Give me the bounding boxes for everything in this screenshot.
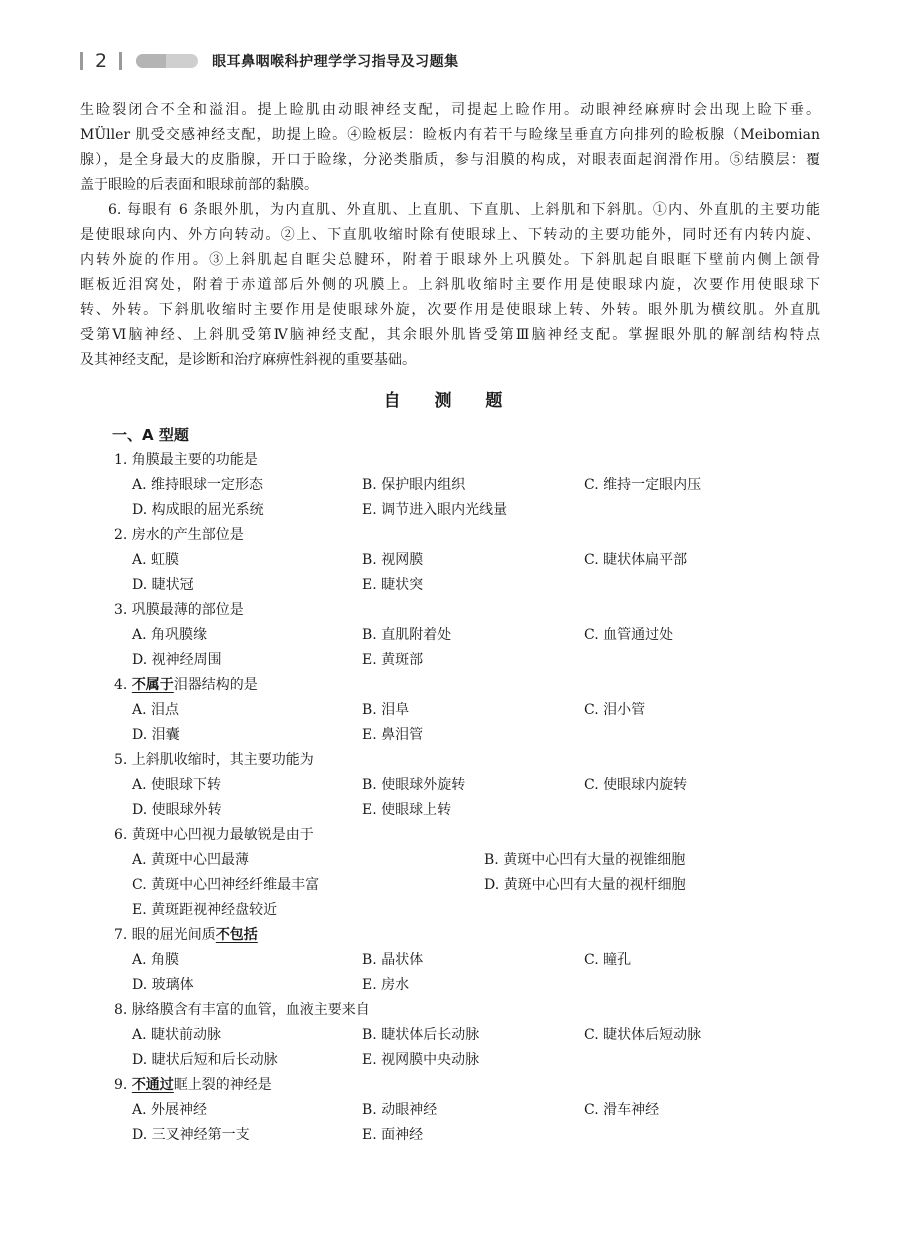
answer-option: B. 泪阜	[362, 702, 410, 718]
book-title: 眼耳鼻咽喉科护理学学习指导及习题集	[212, 54, 459, 70]
question-stem	[114, 748, 820, 773]
question-stem	[114, 448, 820, 473]
answer-option: E. 面神经	[362, 1127, 424, 1143]
answer-option: B. 视网膜	[362, 552, 424, 568]
stem-emphasis: 不属于	[131, 677, 174, 693]
question-6	[114, 823, 820, 923]
answer-option: D. 视神经周围	[132, 652, 222, 668]
answer-option: D. 黄斑中心凹有大量的视杆细胞	[484, 877, 686, 893]
question-9	[114, 1073, 820, 1148]
question-8	[114, 998, 820, 1073]
question-stem	[114, 673, 820, 698]
intro-paragraph-2	[80, 198, 820, 373]
option-list	[132, 623, 820, 673]
question-stem	[114, 823, 820, 848]
answer-option: E. 黄斑距视神经盘较近	[132, 902, 278, 918]
answer-option: C. 血管通过处	[584, 627, 674, 643]
stem-text: 6. 黄斑中心凹视力最敏锐是由于	[114, 827, 314, 843]
answer-option: E. 黄斑部	[362, 652, 424, 668]
question-3	[114, 598, 820, 673]
answer-option: D. 玻璃体	[132, 977, 194, 993]
header-decor-block	[136, 54, 198, 68]
stem-text: 3. 巩膜最薄的部位是	[114, 602, 244, 618]
part-title: 一、A 型题	[112, 426, 189, 444]
stem-text: 7. 眼的屈光间质	[114, 927, 216, 943]
question-list	[80, 448, 820, 1148]
answer-option: A. 睫状前动脉	[132, 1027, 222, 1043]
running-header	[80, 44, 820, 78]
option-list	[132, 698, 820, 748]
intro-line: 及其神经支配，是诊断和治疗麻痹性斜视的重要基础。	[80, 352, 416, 368]
question-stem	[114, 598, 820, 623]
answer-option: A. 角巩膜缘	[132, 627, 208, 643]
page-body	[80, 98, 820, 1148]
intro-line: 6. 每眼有 6 条眼外肌，为内直肌、外直肌、上直肌、下直肌、上斜肌和下斜肌。①内、外直肌的主要功能	[108, 202, 820, 218]
intro-line: 盖于眼睑的后表面和眼球前部的黏膜。	[80, 177, 318, 193]
answer-option: D. 泪囊	[132, 727, 180, 743]
stem-emphasis: 不通过	[131, 1077, 174, 1093]
answer-option: D. 三叉神经第一支	[132, 1127, 250, 1143]
question-2	[114, 523, 820, 598]
answer-option: B. 保护眼内组织	[362, 477, 466, 493]
answer-option: E. 鼻泪管	[362, 727, 424, 743]
option-list	[132, 473, 820, 523]
option-list	[132, 1098, 820, 1148]
answer-option: C. 睫状体扁平部	[584, 552, 688, 568]
intro-paragraph-1	[80, 98, 820, 198]
page-number: 2	[95, 50, 108, 72]
header-bar-left	[80, 52, 83, 70]
answer-option: E. 房水	[362, 977, 410, 993]
answer-option: A. 黄斑中心凹最薄	[132, 852, 250, 868]
answer-option: B. 晶状体	[362, 952, 424, 968]
answer-option: D. 睫状后短和后长动脉	[132, 1052, 278, 1068]
stem-emphasis: 不包括	[215, 927, 258, 943]
answer-option: C. 黄斑中心凹神经纤维最丰富	[132, 877, 320, 893]
option-list	[132, 848, 820, 923]
option-list	[132, 773, 820, 823]
answer-option: A. 维持眼球一定形态	[132, 477, 264, 493]
answer-option: E. 视网膜中央动脉	[362, 1052, 480, 1068]
stem-text: 5. 上斜肌收缩时，其主要功能为	[114, 752, 314, 768]
answer-option: A. 使眼球下转	[132, 777, 222, 793]
question-5	[114, 748, 820, 823]
answer-option: C. 滑车神经	[584, 1102, 660, 1118]
answer-option: A. 泪点	[132, 702, 180, 718]
answer-option: D. 构成眼的屈光系统	[132, 502, 264, 518]
answer-option: B. 使眼球外旋转	[362, 777, 466, 793]
answer-option: C. 瞳孔	[584, 952, 632, 968]
answer-option: B. 动眼神经	[362, 1102, 438, 1118]
intro-line: MÜller 肌受交感神经支配，助提上睑。④睑板层：睑板内有若干与睑缘呈垂直方向排列的睑板腺（Meibomian	[80, 127, 820, 143]
stem-text: 眶上裂的神经是	[173, 1077, 272, 1093]
answer-option: B. 黄斑中心凹有大量的视锥细胞	[484, 852, 686, 868]
answer-option: C. 泪小管	[584, 702, 646, 718]
answer-option: C. 睫状体后短动脉	[584, 1027, 702, 1043]
intro-line: 眶板近泪窝处，附着于赤道部后外侧的巩膜上。上斜肌收缩时主要作用是使眼球内旋，次要作用使眼球下	[80, 277, 820, 293]
answer-option: E. 调节进入眼内光线量	[362, 502, 508, 518]
question-stem	[114, 923, 820, 948]
intro-line: 转、外转。下斜肌收缩时主要作用是使眼球外旋，次要作用是使眼球上转、外转。眼外肌为横纹肌。外直肌	[80, 302, 820, 318]
stem-text: 8. 脉络膜含有丰富的血管，血液主要来自	[114, 1002, 370, 1018]
answer-option: E. 睫状突	[362, 577, 424, 593]
answer-option: E. 使眼球上转	[362, 802, 452, 818]
stem-text: 1. 角膜最主要的功能是	[114, 452, 258, 468]
answer-option: C. 使眼球内旋转	[584, 777, 688, 793]
question-4	[114, 673, 820, 748]
stem-text: 9.	[114, 1077, 132, 1093]
answer-option: A. 角膜	[132, 952, 180, 968]
question-1	[114, 448, 820, 523]
option-list	[132, 1023, 820, 1073]
stem-text: 4.	[114, 677, 132, 693]
intro-line: 生睑裂闭合不全和溢泪。提上睑肌由动眼神经支配，司提起上睑作用。动眼神经麻痹时会出现上睑下垂。	[80, 102, 820, 118]
option-list	[132, 548, 820, 598]
option-list	[132, 948, 820, 998]
answer-option: D. 使眼球外转	[132, 802, 222, 818]
question-7	[114, 923, 820, 998]
intro-line: 腺），是全身最大的皮脂腺，开口于睑缘，分泌类脂质，参与泪膜的构成，对眼表面起润滑作用。⑤结膜层：覆	[80, 152, 820, 168]
question-stem	[114, 998, 820, 1023]
intro-line: 是使眼球向内、外方向转动。②上、下直肌收缩时除有使眼球上、下转动的主要功能外，同时还有内转内旋、	[80, 227, 820, 243]
answer-option: B. 直肌附着处	[362, 627, 452, 643]
header-bar-right	[119, 52, 122, 70]
answer-option: D. 睫状冠	[132, 577, 194, 593]
stem-text: 2. 房水的产生部位是	[114, 527, 244, 543]
question-stem	[114, 1073, 820, 1098]
intro-line: 受第Ⅵ脑神经、上斜肌受第Ⅳ脑神经支配，其余眼外肌皆受第Ⅲ脑神经支配。掌握眼外肌的解剖结构特点	[80, 327, 820, 343]
intro-line: 内转外旋的作用。③上斜肌起自眶尖总腱环，附着于眼球外上巩膜处。下斜肌起自眼眶下壁前内侧上颌骨	[80, 252, 820, 268]
stem-text: 泪器结构的是	[173, 677, 258, 693]
answer-option: C. 维持一定眼内压	[584, 477, 702, 493]
answer-option: A. 外展神经	[132, 1102, 208, 1118]
answer-option: A. 虹膜	[132, 552, 180, 568]
question-stem	[114, 523, 820, 548]
answer-option: B. 睫状体后长动脉	[362, 1027, 480, 1043]
section-title: 自 测 题	[383, 391, 517, 411]
